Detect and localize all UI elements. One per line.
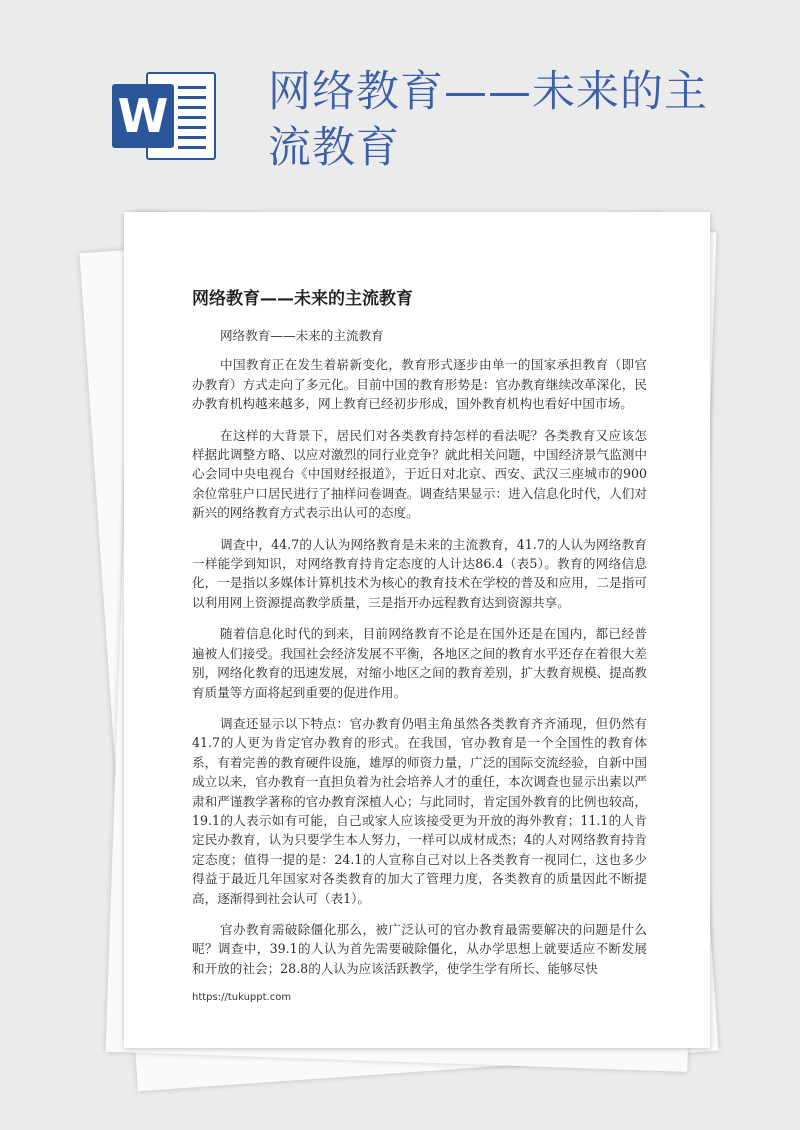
document-subtitle: 网络教育——未来的主流教育	[220, 328, 384, 343]
paragraph: 调查还显示以下特点：官办教育仍唱主角虽然各类教育齐齐涌现，但仍然有41.7的人更为肯定官办教育的形式。在我国，官办教育是一个全国性的教育体系，有着完善的教育硬件设施，雄厚的师资力量，广泛的国际交流经验，自新中国成立以来，官办教育一直担负着为社会培养人才的重任，本次调查也显示出素以严肃和严谨教学著称的官办教育深植人心；与此同时，肯定国外教育的比例也较高，19.1的人表示如有可能，自己或家人应该接受更为开放的海外教育；11.1的人肯定民办教育，认为只要学生本人努力，一样可以成材成杰；4的人对网络教育持肯定态度；值得一提的是：24.1的人宣称自己对以上各类教育一视同仁，这也多少得益于最近几年国家对各类教育的加大了管理力度，各类教育的质量因此不断提高，逐渐得到社会认可（表1）。	[192, 715, 647, 906]
document-body	[192, 326, 647, 990]
word-logo-letter: W	[112, 84, 174, 148]
paragraph: 中国教育正在发生着崭新变化，教育形式逐步由单一的国家承担教育（即官办教育）方式走向了多元化。目前中国的教育形势是：官办教育继续改革深化，民办教育机构越来越多，网上教育已经初步形成，国外教育机构也看好中国市场。	[192, 357, 647, 412]
word-document-icon	[112, 72, 216, 160]
paragraph: 随着信息化时代的到来，目前网络教育不论是在国外还是在国内，都已经普遍被人们接受。我国社会经济发展不平衡，各地区之间的教育水平还存在着很大差别，网络化教育的迅速发展，对缩小地区之间的教育差别，扩大教育规模、提高教育质量等方面将起到重要的促进作用。	[192, 626, 647, 700]
paragraph: 在这样的大背景下，居民们对各类教育持怎样的看法呢？各类教育又应该怎样据此调整方略、以应对激烈的同行业竞争？就此相关问题，中国经济景气监测中心会同中央电视台《中国财经报道》，于近日对北京、西安、武汉三座城市的900余位常驻户口居民进行了抽样问卷调查。调查结果显示：进入信息化时代，人们对新兴的网络教育方式表示出认可的态度。	[192, 427, 647, 521]
footer-url: https://tukuppt.com	[192, 992, 292, 1003]
header	[0, 0, 800, 200]
document-title: 网络教育——未来的主流教育	[192, 289, 413, 309]
paragraph: 官办教育需破除僵化那么，被广泛认可的官办教育最需要解决的问题是什么呢？调查中，39.1的人认为首先需要破除僵化，从办学思想上就要适应不断发展和开放的社会；28.8的人认为应该活跃教学，使学生学有所长、能够尽快	[192, 921, 647, 976]
document-page	[124, 212, 710, 1048]
paragraph: 调查中，44.7的人认为网络教育是未来的主流教育，41.7的人认为网络教育一样能学到知识，对网络教育持肯定态度的人计达86.4（表5）。教育的网络信息化，一是指以多媒体计算机技术为核心的教育技术在学校的普及和应用，二是指可以利用网上资源提高教学质量，三是指开办远程教育达到资源共享。	[192, 536, 647, 610]
header-title: 网络教育——未来的主流教育	[268, 67, 708, 173]
